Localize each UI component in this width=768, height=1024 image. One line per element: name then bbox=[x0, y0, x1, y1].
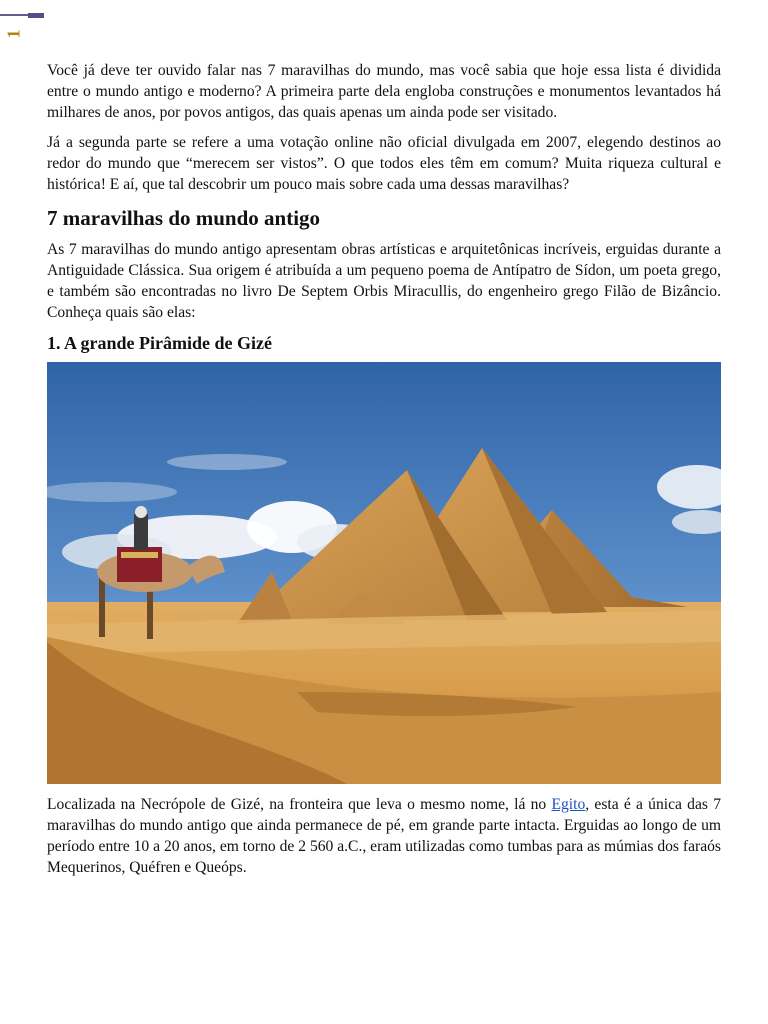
pyramids-photo bbox=[47, 362, 721, 784]
section-paragraph: As 7 maravilhas do mundo antigo apresentam obras artísticas e arquitetônicas incríveis, erguidas durante a Antiguidade Clássica. Sua origem é atribuída a um pequeno poema de Antípatro de Sídon, um poeta grego, e também são encontradas no livro De Septem Orbis Miracullis, do engenheiro grego Filão de Bizâncio. Conheça quais são elas: bbox=[47, 241, 721, 321]
wonder-description bbox=[47, 794, 721, 878]
document-body bbox=[47, 60, 721, 878]
wonder-description-part-1: Localizada na Necrópole de Gizé, na fronteira que leva o mesmo nome, lá no bbox=[47, 796, 552, 813]
wonder-description-part-2: , esta é a única das 7 maravilhas do mundo antigo que ainda permanece de pé, em grande parte intacta. Erguidas ao longo de um período entre 10 a 20 anos, em torno de 2 560 a.C., eram utilizadas como tumbas para as múmias dos faraós Mequerinos, Quéfren e Queóps. bbox=[47, 796, 721, 876]
wonder-heading: 1. A grande Pirâmide de Gizé bbox=[47, 333, 272, 353]
header-rule-left bbox=[0, 14, 28, 16]
intro-paragraph-2: Já a segunda parte se refere a uma votação online não oficial divulgada em 2007, elegendo destinos ao redor do mundo que “merecem ser vistos”. O que todos eles têm em comum? Muita riqueza cultural e histórica! E aí, que tal descobrir um pouco mais sobre cada uma dessas maravilhas? bbox=[47, 134, 721, 193]
egito-link[interactable]: Egito bbox=[551, 796, 586, 813]
section-title: 7 maravilhas do mundo antigo bbox=[47, 206, 321, 230]
intro-paragraph-1: Você já deve ter ouvido falar nas 7 maravilhas do mundo, mas você sabia que hoje essa lista é dividida entre o mundo antigo e moderno? A primeira parte dela engloba construções e monumentos levantados há milhares de anos, por povos antigos, das quais apenas um ainda pode ser visitado. bbox=[47, 62, 721, 121]
page-number: 1 bbox=[3, 29, 24, 39]
page-header-mark bbox=[0, 0, 60, 50]
header-rule-accent bbox=[28, 13, 44, 18]
